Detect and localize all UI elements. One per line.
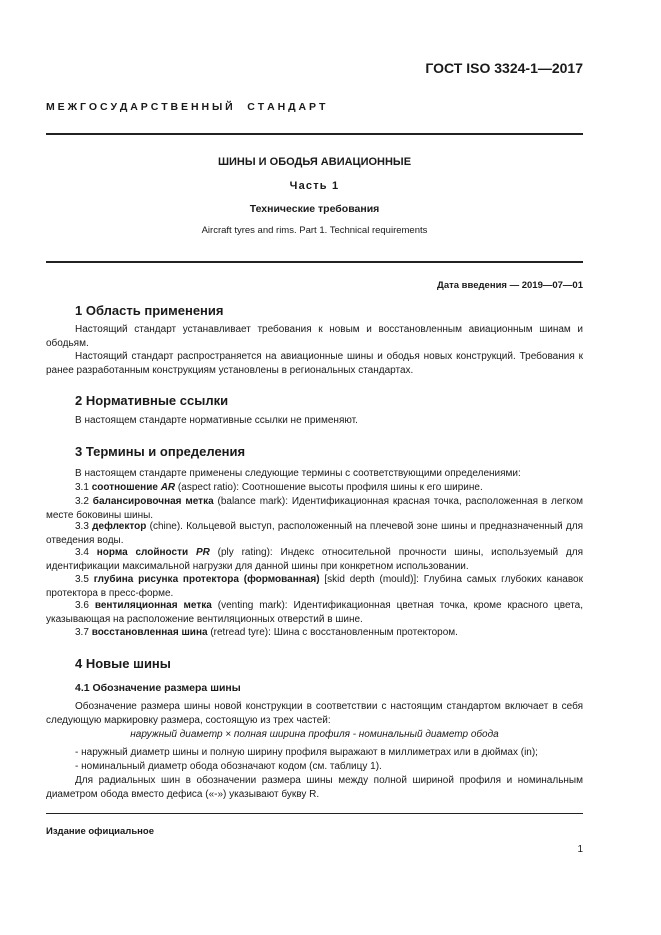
interstate-standard-banner: М Е Ж Г О С У Д А Р С Т В Е Н Н Ы Й С Т А Н Д А Р Т [46,101,326,113]
subsection-heading: 4.1 Обозначение размера шины [75,682,241,694]
list-item: - номинальный диаметр обода обозначают кодом (см. таблицу 1). [75,761,382,772]
term-definition: 3.2 балансировочная метка (balance mark): Идентификационная красная точка, расположенная в легком месте боковины шины. [46,496,584,521]
section-heading: 3 Термины и определения [75,444,246,459]
divider [46,133,583,135]
document-title: ШИНЫ И ОБОДЬЯ АВИАЦИОННЫЕ [217,156,412,168]
paragraph: Обозначение размера шины новой конструкции в соответствии с настоящим стандартом включает в себя следующую маркировку размера, состоящую из трех частей: [46,701,583,726]
section-heading: 2 Нормативные ссылки [75,393,229,408]
term-definition: 3.1 соотношение AR (aspect ratio): Соотношение высоты профиля шины к его ширине. [75,482,483,493]
english-title: Aircraft tyres and rims. Part 1. Technical requirements [201,225,428,236]
size-formula: наружный диаметр × полная ширина профиля - номинальный диаметр обода [130,729,499,740]
page-number: 1 [577,844,583,855]
term-definition: 3.3 дефлектор (chine). Кольцевой выступ, расположенный на плечевой зоне шины и предназначенный для отведения воды. [46,521,583,546]
list-item: - наружный диаметр шины и полную ширину профиля выражают в миллиметрах или в дюймах (in); [75,747,538,758]
paragraph: Для радиальных шин в обозначении размера шины между полной шириной профиля и номинальным диаметром обода вместо дефиса («-») указывают букву R. [46,775,583,800]
term-definition: 3.4 норма слойности PR (ply rating): Индекс относительной прочности шины, используемый для идентификации максимальной нагрузки для данной шины при конкретном использовании. [46,547,584,572]
paragraph: Настоящий стандарт распространяется на авиационные шины и ободья новых конструкций. Требования к ранее разработанным конструкциям установлены в региональных стандартах. [46,351,583,376]
document-part: Часть 1 [289,180,340,192]
standard-code: ГОСТ ISO 3324-1—2017 [425,60,583,76]
section-heading: 1 Область применения [75,303,224,318]
divider [46,261,583,263]
official-edition-note: Издание официальное [46,826,154,837]
paragraph: В настоящем стандарте применены следующие термины с соответствующими определениями: [75,468,521,479]
paragraph: В настоящем стандарте нормативные ссылки не применяют. [75,415,358,426]
effective-date: Дата введения — 2019—07—01 [437,280,583,291]
paragraph: Настоящий стандарт устанавливает требования к новым и восстановленным авиационным шинам и ободьям. [46,324,583,349]
document-subtitle: Технические требования [249,203,380,215]
term-definition: 3.7 восстановленная шина (retread tyre): Шина с восстановленным протектором. [75,627,458,638]
term-definition: 3.5 глубина рисунка протектора (формованная) [skid depth (mould)]: Глубина самых глубоких канавок протектора в пресс-форме. [46,574,583,599]
term-definition: 3.6 вентиляционная метка (venting mark): Идентификационная цветная точка, кроме красного цвета, указывающая на расположение вентиляционных отверстий в шине. [46,600,583,625]
section-heading: 4 Новые шины [75,656,171,671]
divider [46,813,583,814]
